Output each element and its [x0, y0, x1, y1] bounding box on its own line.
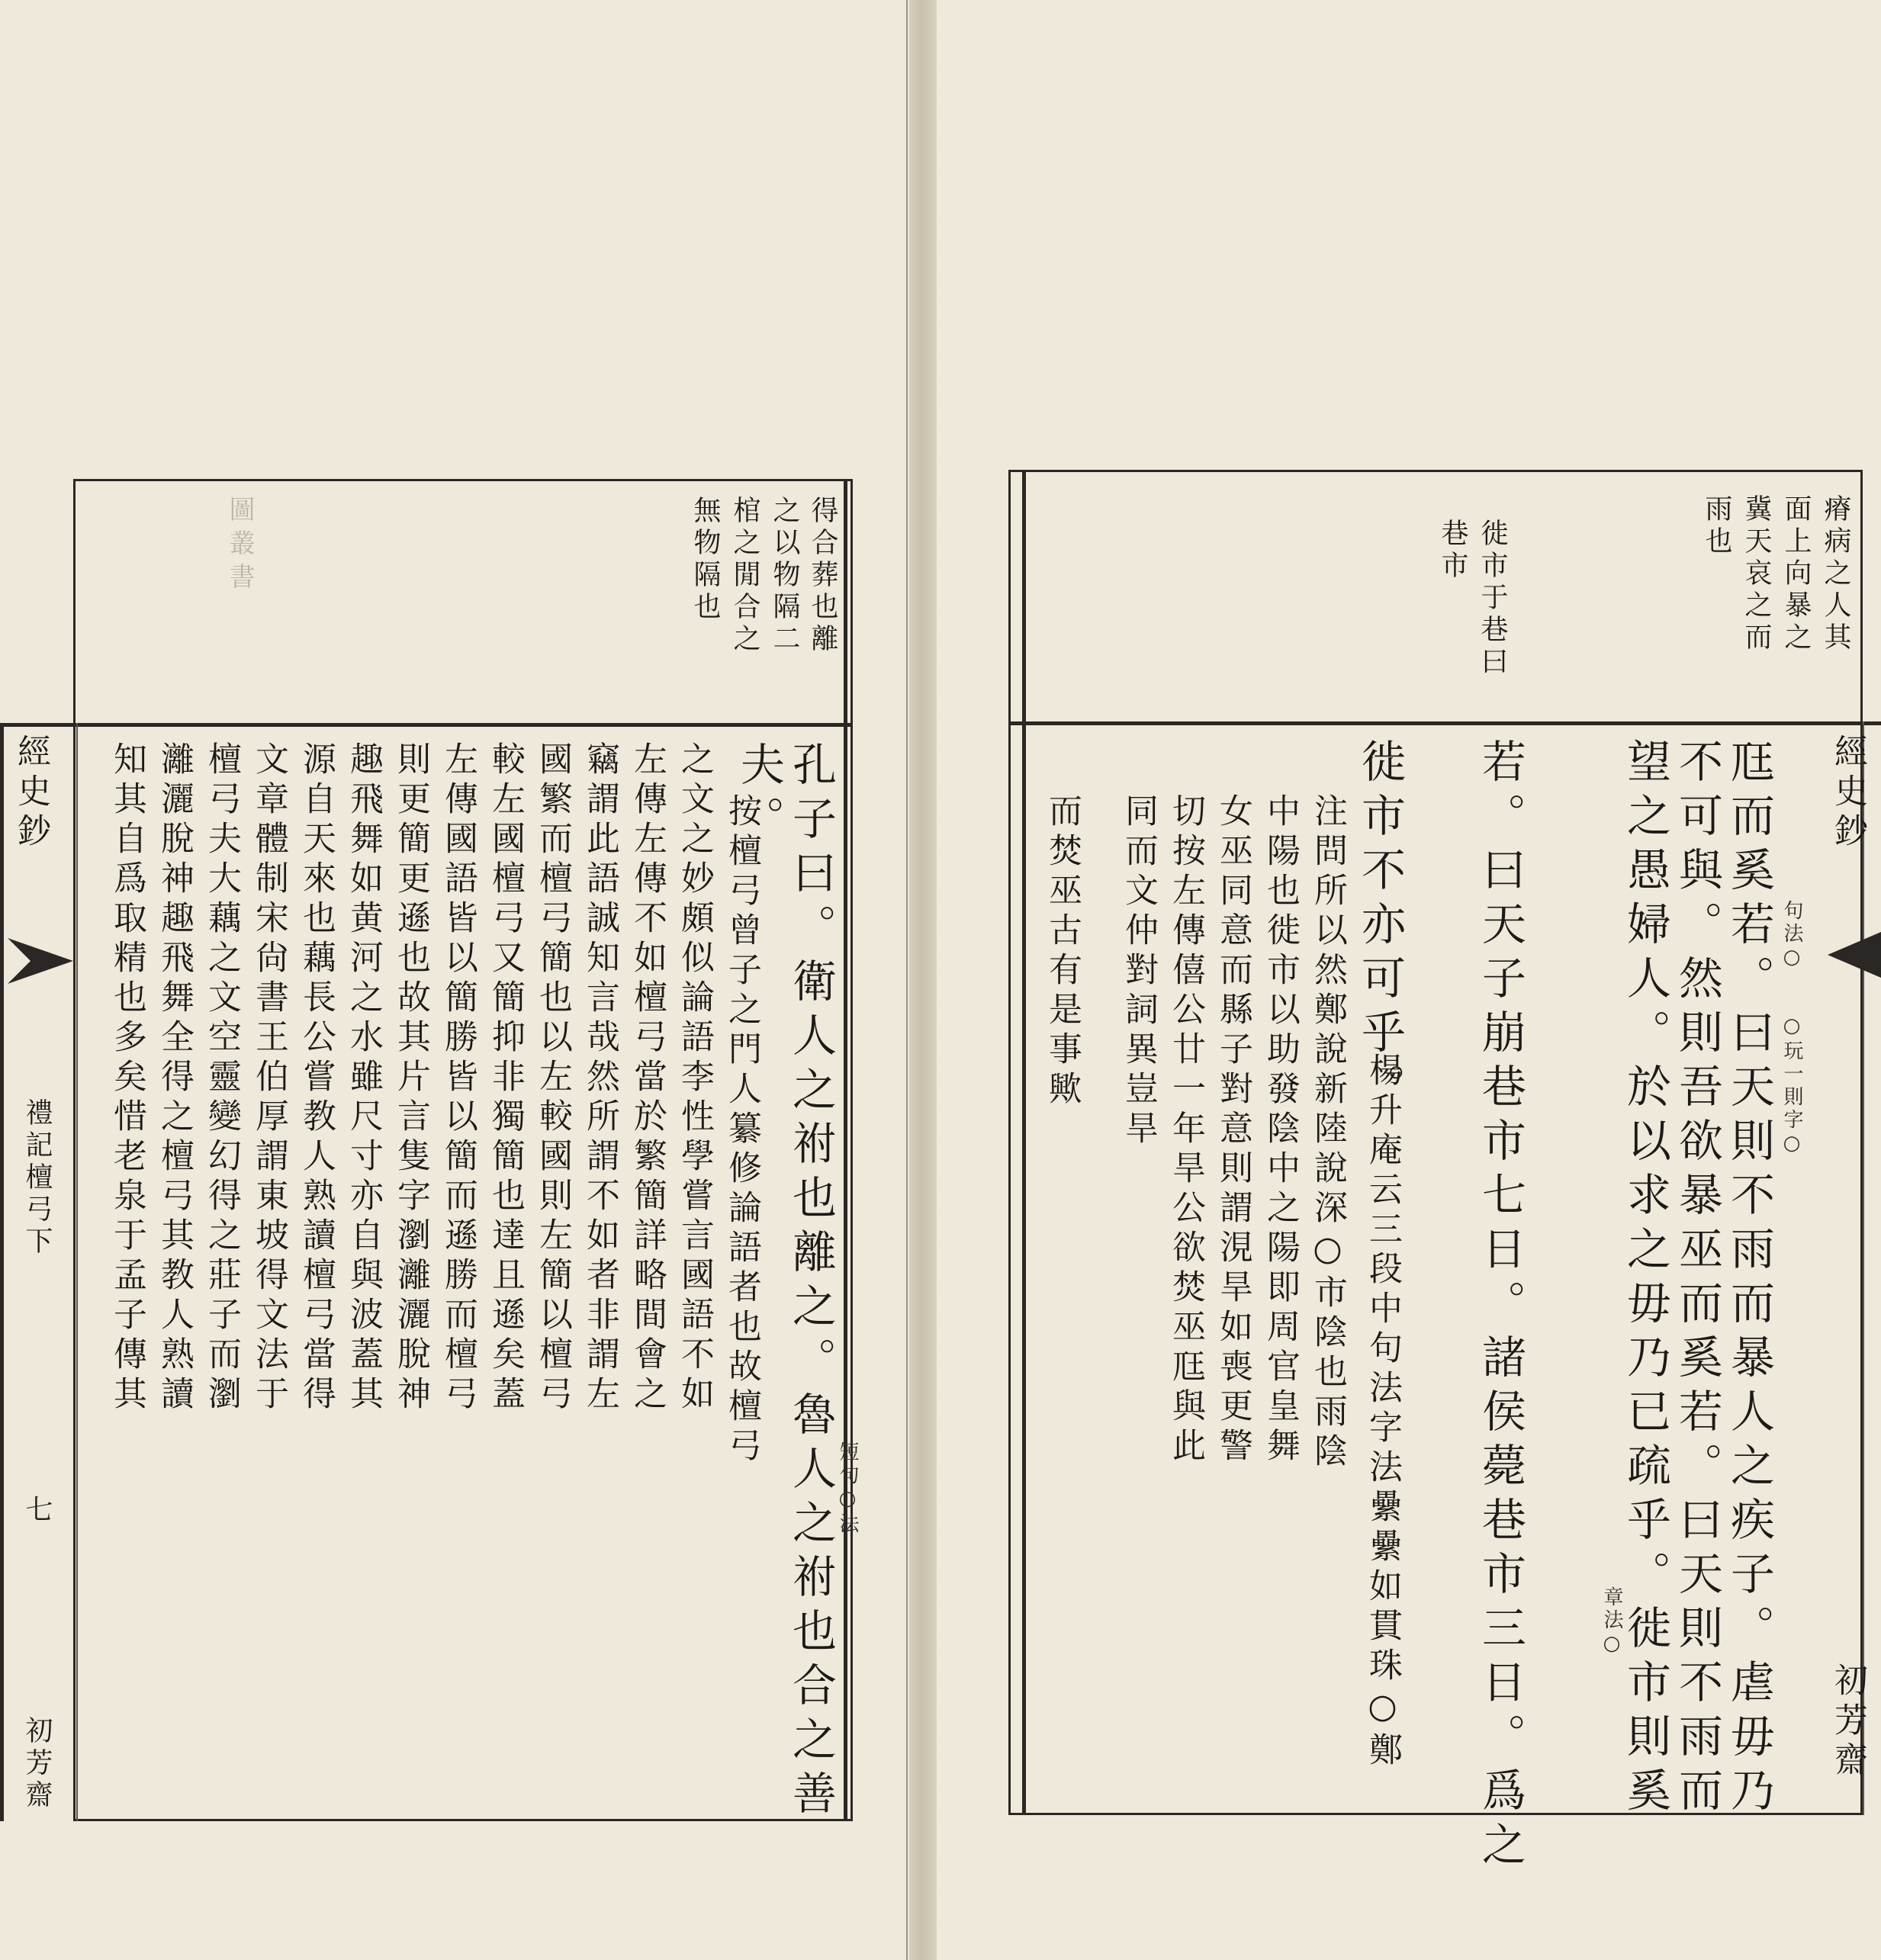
- commentary-column: 瘠病之人其: [1820, 494, 1851, 654]
- commentary-column: 得合葬也離: [807, 496, 838, 656]
- body-column: 而焚巫古有是事歟: [1043, 793, 1082, 1110]
- main-text-column: 夫。: [733, 741, 785, 850]
- inline-note: ○玩一則字○: [1780, 1014, 1803, 1158]
- body-column: 同而文仲對詞異豈旱: [1119, 793, 1158, 1150]
- book-title: 經史鈔: [11, 734, 50, 853]
- body-column: 竊謂此語誠知言哉然所謂不如者非謂左: [580, 741, 619, 1415]
- main-text-column: 不可與。然則吾欲暴巫而奚若。曰天則不雨而: [1671, 738, 1723, 1821]
- publisher-name: 初芳齋: [1828, 1663, 1867, 1782]
- commentary-column: 徙市于巷曰: [1477, 519, 1508, 679]
- main-text-column: 尫而奚若。曰天則不雨而暴人之疾子。虐毋乃: [1723, 738, 1775, 1821]
- left-header-rule: [73, 723, 853, 727]
- chapter-title: 禮記檀弓下: [21, 1098, 53, 1258]
- publisher-name: 初芳齋: [21, 1716, 53, 1812]
- body-column: 楊升庵云三段中句法字法纍纍如貫珠○鄭: [1363, 1052, 1402, 1772]
- right-header-rule: [1008, 721, 1881, 725]
- main-text-column: 孔子曰。衛人之祔也離之。魯人之祔也合之善: [785, 741, 837, 1824]
- body-column: 按檀弓曾子之門人纂修論語者也故檀弓: [722, 793, 761, 1467]
- left-margin-rule: [0, 723, 76, 727]
- body-column: 之文之妙頗似論語李性學嘗言國語不如: [675, 741, 714, 1415]
- body-column: 中陽也徙市以助發陰中之陽即周官皇舞: [1261, 793, 1300, 1467]
- main-text-column: 望之愚婦人。於以求之毋乃已疏乎。徙市則奚: [1619, 738, 1671, 1821]
- body-column: 則更簡更遜也故其片言隻字瀏灕灑脫神: [391, 741, 430, 1415]
- body-column: 國繁而檀弓簡也以左較國則左簡以檀弓: [533, 741, 572, 1415]
- fishtail-mark: [8, 938, 73, 984]
- left-outer-border: [0, 723, 4, 1821]
- commentary-column: 巷市: [1437, 519, 1468, 583]
- page-edge-left: [906, 0, 908, 1960]
- body-column: 切按左傳僖公廿一年旱公欲焚巫尫與此: [1166, 793, 1205, 1467]
- main-text-column: 若。曰天子崩巷市七日。諸侯薨巷市三日。爲之: [1474, 738, 1526, 1875]
- left-inner-border: [844, 479, 847, 1821]
- commentary-column: 之以物隔二: [769, 496, 800, 656]
- body-column: 左傳國語皆以簡勝皆以簡而遜勝而檀弓: [439, 741, 477, 1415]
- body-column: 左傳左傳不如檀弓當於繁簡詳略間會之: [628, 741, 667, 1415]
- bleed-through-text: 圖叢書: [224, 496, 255, 596]
- margin-note: 短句○法: [836, 1441, 859, 1536]
- commentary-column: 雨也: [1701, 494, 1732, 558]
- left-center-rule: [76, 723, 78, 1821]
- body-column: 灕灑脫神趣飛舞全得之檀弓其教人熟讀: [155, 741, 194, 1415]
- commentary-column: 無物隔也: [690, 496, 721, 624]
- inline-note: 章法○: [1600, 1586, 1623, 1658]
- book-gutter: [909, 0, 937, 1960]
- inline-note: 句法○: [1780, 900, 1803, 972]
- commentary-column: 面上向暴之: [1780, 494, 1812, 654]
- body-column: 檀弓夫大藕之文空靈變幻得之莊子而瀏: [202, 741, 241, 1415]
- main-text-column: 徙市不亦可乎。: [1354, 738, 1406, 1117]
- book-title: 經史鈔: [1828, 734, 1867, 853]
- body-column: 女巫同意而縣子對意則謂涀旱如喪更警: [1214, 793, 1252, 1467]
- body-column: 趣飛舞如黄河之水雖尺寸亦自與波蓋其: [344, 741, 383, 1415]
- body-column: 知其自爲取精也多矣惜老泉于孟子傳其: [108, 741, 146, 1415]
- body-column: 源自天來也藕長公嘗教人熟讀檀弓當得: [297, 741, 336, 1415]
- commentary-column: 冀天哀之而: [1741, 494, 1772, 654]
- commentary-column: 棺之閒合之: [729, 496, 760, 656]
- body-column: 注問所以然鄭說新陸說深○市陰也雨陰: [1308, 793, 1347, 1473]
- body-column: 較左國檀弓又簡抑非獨簡也達且遜矣蓋: [486, 741, 525, 1415]
- body-column: 文章體制宋尙書王伯厚謂東坡得文法于: [249, 741, 288, 1415]
- folio-number: 七: [21, 1495, 53, 1527]
- right-inner-border: [1022, 470, 1026, 1815]
- fishtail-mark: [1828, 932, 1881, 978]
- right-center-rule: [1863, 721, 1864, 1815]
